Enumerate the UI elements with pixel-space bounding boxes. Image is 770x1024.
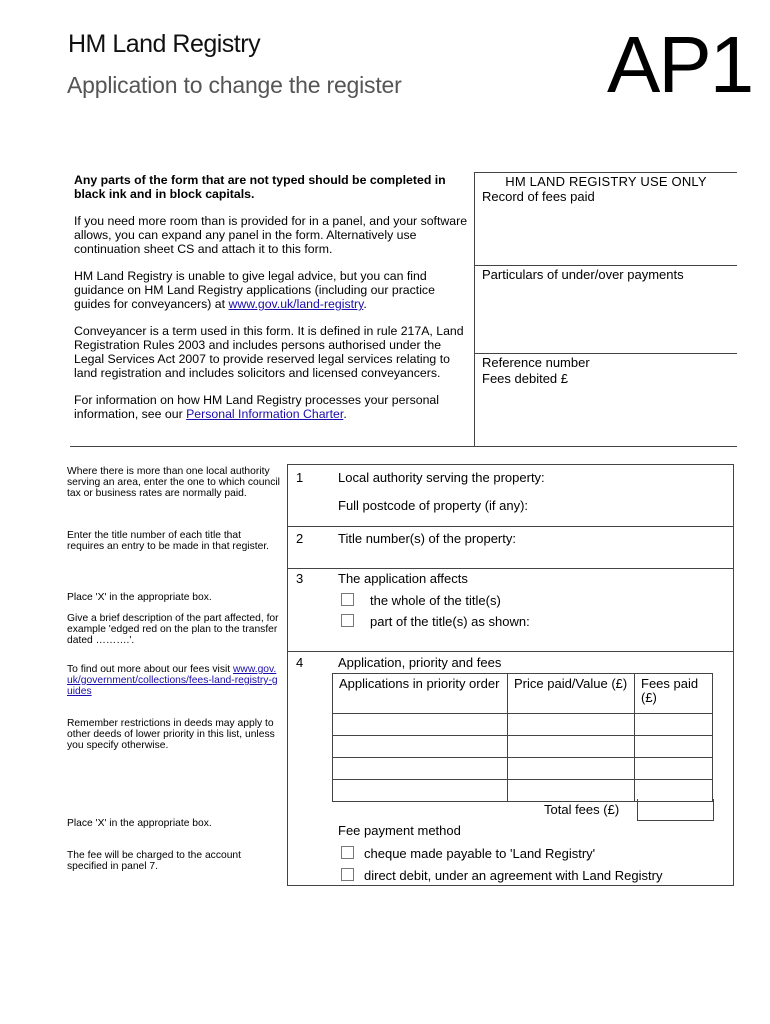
cheque-label: cheque made payable to 'Land Registry': [364, 846, 596, 861]
col-fees-paid: Fees paid (£): [635, 674, 713, 714]
col-applications: Applications in priority order: [333, 674, 508, 714]
particulars-label: Particulars of under/over payments: [482, 267, 684, 282]
whole-title-label: the whole of the title(s): [370, 593, 501, 608]
intro-legal-advice-text: HM Land Registry is unable to give legal advice, but you can find guidance on HM Land Registry applications (including our practice guides for conveyancers) at: [74, 269, 435, 311]
fees-guidance-link[interactable]: www.gov.uk/government/collections/fees-land-registry-guides: [67, 664, 278, 697]
part-title-checkbox[interactable]: [341, 614, 354, 627]
fee-payment-method-label: Fee payment method: [338, 823, 461, 838]
form-code: AP1: [607, 20, 753, 109]
application-cell[interactable]: [333, 780, 508, 802]
reference-number-label: Reference number: [482, 355, 590, 370]
title-number-label: Title number(s) of the property:: [338, 531, 516, 546]
application-panels: [287, 464, 734, 886]
intro-personal-info-end: .: [343, 407, 347, 421]
price-cell[interactable]: [508, 736, 635, 758]
col-price-paid: Price paid/Value (£): [508, 674, 635, 714]
direct-debit-checkbox[interactable]: [341, 868, 354, 881]
application-cell[interactable]: [333, 758, 508, 780]
office-use-panel: [474, 172, 737, 446]
table-row: [333, 758, 713, 780]
intro-legal-advice: [74, 269, 468, 311]
fees-table: [332, 673, 713, 802]
application-priority-fees-label: Application, priority and fees: [338, 655, 502, 670]
note-fees-text: To find out more about our fees visit: [67, 664, 233, 675]
panel-4-number: 4: [296, 655, 304, 670]
note-restrictions: Remember restrictions in deeds may apply to other deeds of lower priority in this list, unless you specify otherwise.: [67, 718, 275, 751]
note-fee-account: The fee will be charged to the account specified in panel 7.: [67, 850, 242, 872]
direct-debit-label: direct debit, under an agreement with Land Registry: [364, 868, 663, 883]
price-cell[interactable]: [508, 714, 635, 736]
application-cell[interactable]: [333, 736, 508, 758]
personal-information-charter-link[interactable]: Personal Information Charter: [186, 407, 344, 421]
note-place-x-1: Place 'X' in the appropriate box.: [67, 592, 212, 603]
application-affects-label: The application affects: [338, 571, 468, 586]
panel-divider-3: [288, 651, 733, 652]
panel-1-number: 1: [296, 470, 304, 485]
record-fees-label: Record of fees paid: [482, 189, 595, 204]
fee-cell[interactable]: [635, 736, 713, 758]
office-divider-2: [475, 353, 737, 354]
intro-legal-advice-end: .: [363, 297, 367, 311]
panel-2-number: 2: [296, 531, 304, 546]
note-title-number: Enter the title number of each title that requires an entry to be made in that register.: [67, 530, 270, 552]
note-part-affected: Give a brief description of the part affected, for example 'edged red on the plan to the transfer dated ……….'.: [67, 613, 279, 646]
panel-3-number: 3: [296, 571, 304, 586]
price-cell[interactable]: [508, 780, 635, 802]
fee-cell[interactable]: [635, 714, 713, 736]
table-row: [333, 714, 713, 736]
panel-divider-1: [288, 526, 733, 527]
fees-debited-label: Fees debited £: [482, 371, 569, 386]
intro-guidance: [74, 173, 468, 434]
application-cell[interactable]: [333, 714, 508, 736]
note-local-authority: Where there is more than one local authority serving an area, enter the one to which council tax or business rates are normally paid.: [67, 466, 280, 499]
fees-table-header: [333, 674, 713, 714]
cheque-checkbox[interactable]: [341, 846, 354, 859]
part-title-label: part of the title(s) as shown:: [370, 614, 530, 629]
office-divider-1: [475, 265, 737, 266]
land-registry-link[interactable]: www.gov.uk/land-registry: [228, 297, 364, 311]
table-row: [333, 736, 713, 758]
panel-divider-2: [288, 568, 733, 569]
form-title: Application to change the register: [67, 72, 402, 98]
note-fees: [67, 664, 281, 697]
intro-personal-info-text: For information on how HM Land Registry processes your personal information, see our: [74, 393, 439, 421]
local-authority-label: Local authority serving the property:: [338, 470, 545, 485]
office-use-heading: HM LAND REGISTRY USE ONLY: [505, 174, 707, 189]
total-fees-field[interactable]: [637, 799, 714, 821]
total-fees-label: Total fees (£): [544, 802, 620, 817]
fee-cell[interactable]: [635, 758, 713, 780]
price-cell[interactable]: [508, 758, 635, 780]
intro-panel-expansion: If you need more room than is provided for in a panel, and your software allows, you can expand any panel in the form. Alternatively use continuation sheet CS and attach it to this form.: [74, 214, 468, 256]
intro-conveyancer-definition: Conveyancer is a term used in this form. It is defined in rule 217A, Land Registration Rules 2003 and includes persons authorised under the Legal Services Act 2007 to provide reserved legal services relating to land registration and includes solicitors and licensed conveyancers.: [74, 324, 464, 380]
intro-ink-instruction: Any parts of the form that are not typed should be completed in black ink and in block capitals.: [74, 173, 446, 201]
postcode-label: Full postcode of property (if any):: [338, 498, 529, 513]
note-place-x-2: Place 'X' in the appropriate box.: [67, 818, 212, 829]
whole-title-checkbox[interactable]: [341, 593, 354, 606]
organisation-name: HM Land Registry: [68, 30, 261, 58]
intro-personal-info: [74, 393, 468, 421]
section-separator: [70, 446, 737, 447]
